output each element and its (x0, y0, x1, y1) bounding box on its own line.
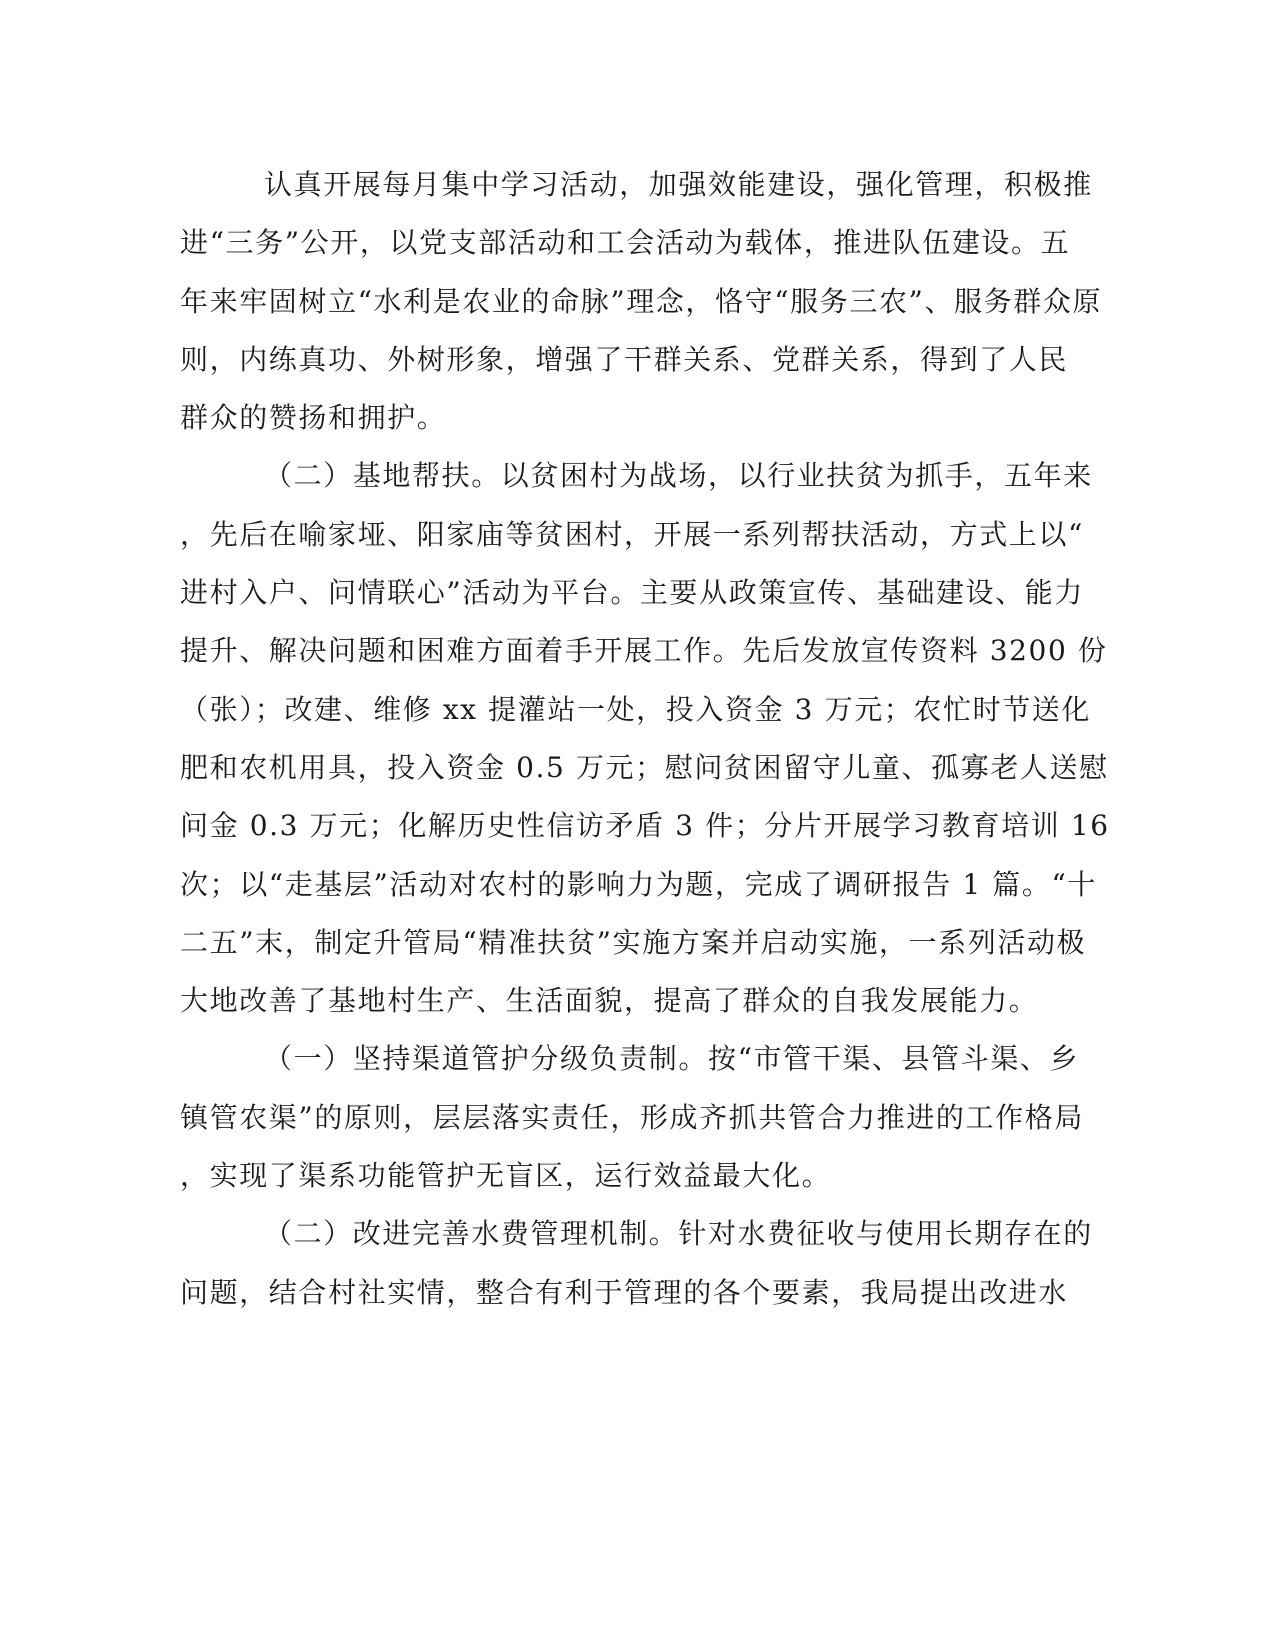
text-line: 肥和农机用具，投入资金 0.5 万元；慰问贫困留守儿童、孤寡老人送慰 (180, 750, 1109, 784)
text-line: 群众的赞扬和拥护。 (180, 401, 447, 435)
text-line: 二五”末，制定升管局“精准扶贫”实施方案并启动实施，一系列活动极 (180, 925, 1087, 959)
text-line: （张）；改建、维修 xx 提灌站一处，投入资金 3 万元；农忙时节送化 (180, 692, 1092, 726)
text-line: 则，内练真功、外树形象，增强了干群关系、党群关系，得到了人民 (180, 342, 1069, 376)
text-line: 次；以“走基层”活动对农村的影响力为题，完成了调研报告 1 篇。“十 (180, 867, 1097, 901)
text-line: 问题，结合村社实情，整合有利于管理的各个要素，我局提出改进水 (180, 1275, 1069, 1309)
text-line: （二）基地帮扶。以贫困村为战场，以行业扶贫为抓手，五年来 (180, 459, 1093, 493)
text-line: 大地改善了基地村生产、生活面貌，提高了群众的自我发展能力。 (180, 984, 1039, 1018)
text-line: ，先后在喻家垭、阳家庙等贫困村，开展一系列帮扶活动，方式上以“ (180, 517, 1084, 551)
text-line: （二）改进完善水费管理机制。针对水费征收与使用长期存在的 (180, 1217, 1093, 1251)
text-line: 镇管农渠”的原则，层层落实责任，形成齐抓共管合力推进的工作格局 (180, 1100, 1084, 1134)
text-line: 提升、解决问题和困难方面着手开展工作。先后发放宣传资料 3200 份 (180, 634, 1108, 668)
text-line: （一）坚持渠道管护分级负责制。按“市管干渠、县管斗渠、乡 (180, 1042, 1080, 1076)
text-line: 进村入户、问情联心”活动为平台。主要从政策宣传、基础建设、能力 (180, 576, 1084, 610)
text-line: 年来牢固树立“水利是农业的命脉”理念，恪守“服务三农”、服务群众原 (180, 284, 1103, 318)
document-body (180, 156, 1110, 1322)
text-line: ，实现了渠系功能管护无盲区，运行效益最大化。 (180, 1159, 832, 1193)
text-line: 问金 0.3 万元；化解历史性信访矛盾 3 件；分片开展学习教育培训 16 (180, 809, 1110, 843)
text-line: 进“三务”公开，以党支部活动和工会活动为载体，推进队伍建设。五 (180, 226, 1071, 260)
text-line: 认真开展每月集中学习活动，加强效能建设，强化管理，积极推 (180, 168, 1093, 201)
